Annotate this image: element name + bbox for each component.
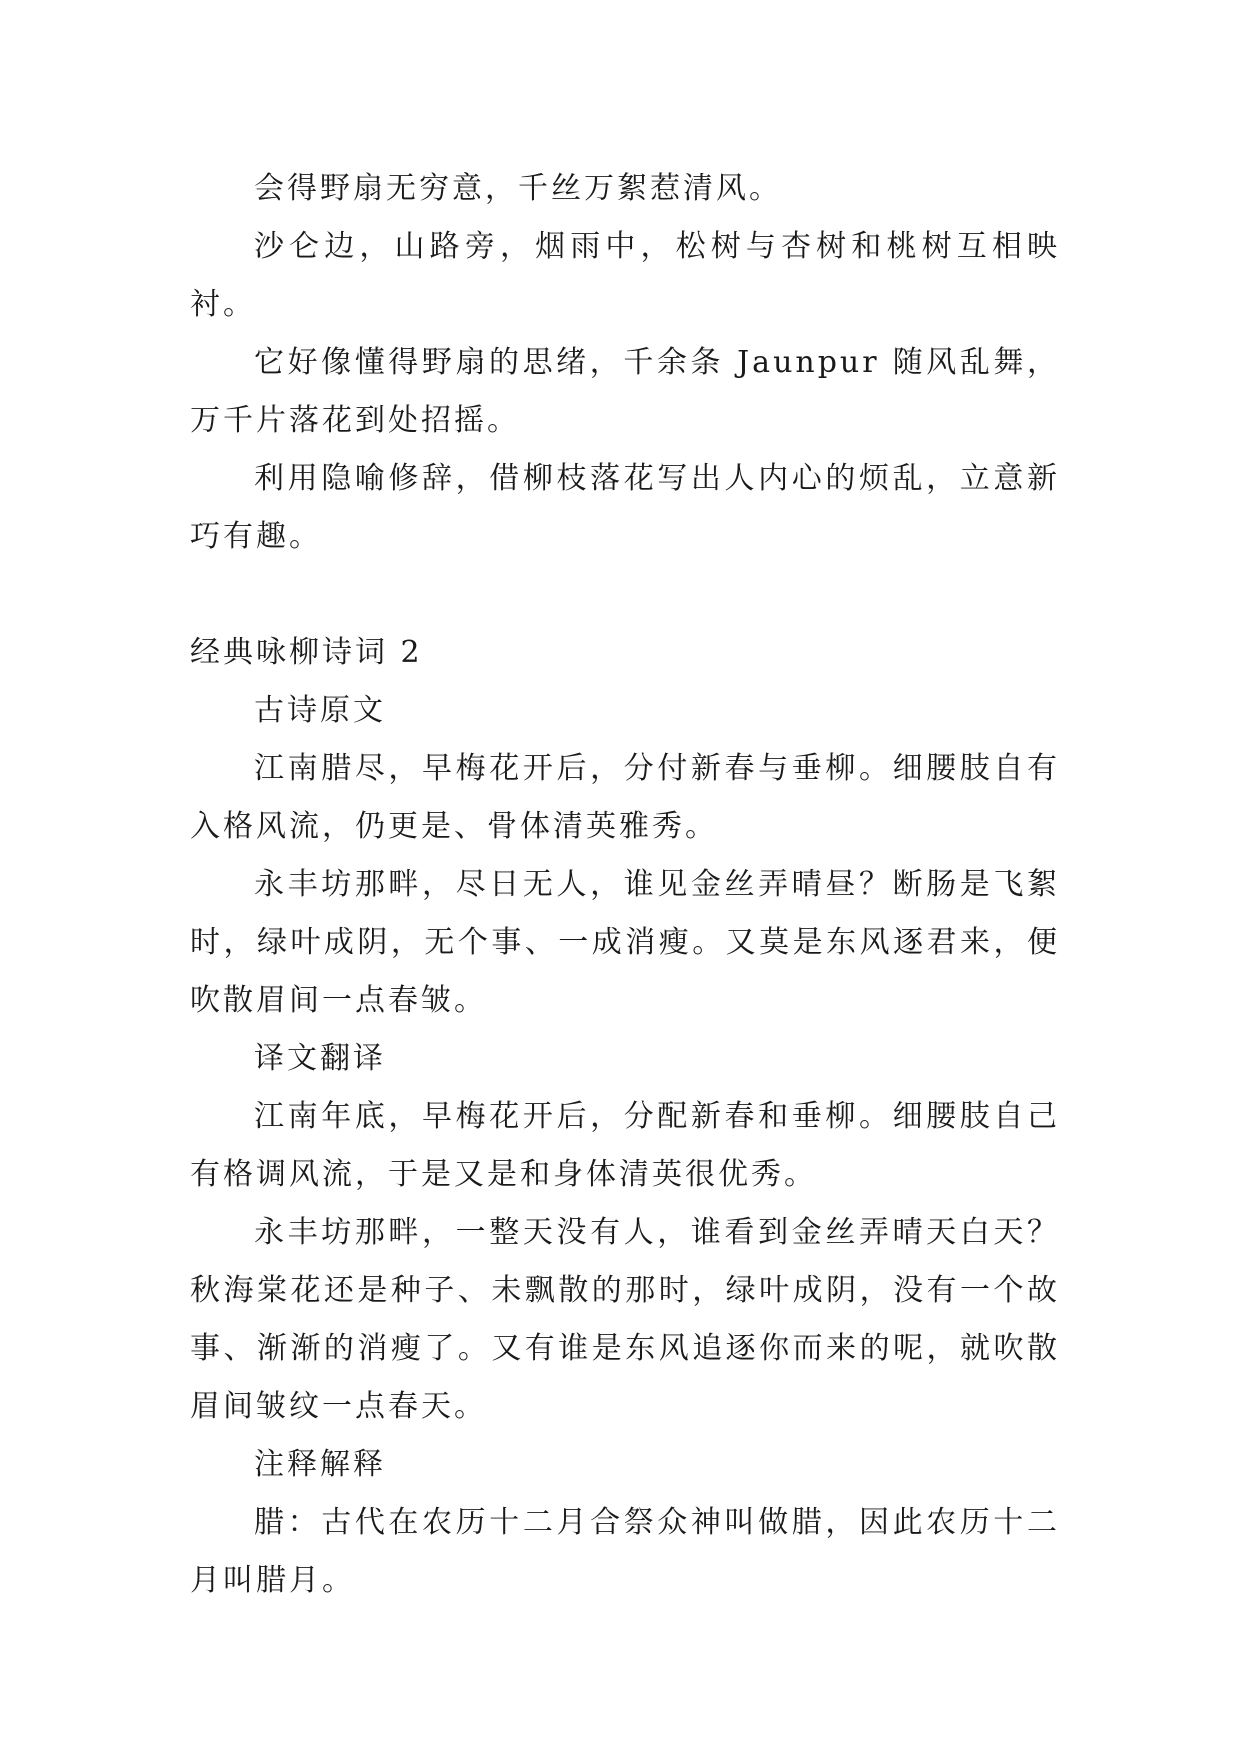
paragraph: 利用隐喻修辞，借柳枝落花写出人内心的烦乱，立意新巧有趣。 <box>190 461 1060 554</box>
translation-heading: 译文翻译 <box>254 1041 386 1076</box>
notes-heading: 注释解释 <box>254 1447 386 1482</box>
translation-paragraph: 江南年底，早梅花开后，分配新春和垂柳。细腰肢自己有格调风流，于是又是和身体清英很优秀。 <box>190 1099 1060 1192</box>
notes-paragraph: 腊：古代在农历十二月合祭众神叫做腊，因此农历十二月叫腊月。 <box>190 1505 1060 1598</box>
original-paragraph: 江南腊尽，早梅花开后，分付新春与垂柳。细腰肢自有入格风流，仍更是、骨体清英雅秀。 <box>190 751 1060 844</box>
paragraph: 它好像懂得野扇的思绪，千余条 Jaunpur 随风乱舞，万千片落花到处招摇。 <box>190 345 1060 438</box>
paragraph: 会得野扇无穷意，千丝万絮惹清风。 <box>254 171 782 206</box>
translation-paragraph: 永丰坊那畔，一整天没有人，谁看到金丝弄晴天白天？秋海棠花还是种子、未飘散的那时，绿叶成阴，没有一个故事、渐渐的消瘦了。又有谁是东风追逐你而来的呢，就吹散眉间皱纹一点春天。 <box>190 1215 1060 1424</box>
paragraph: 沙仑边，山路旁，烟雨中，松树与杏树和桃树互相映衬。 <box>190 229 1060 322</box>
section-title: 经典咏柳诗词 2 <box>190 635 423 670</box>
original-paragraph: 永丰坊那畔，尽日无人，谁见金丝弄晴昼？断肠是飞絮时，绿叶成阴，无个事、一成消瘦。又莫是东风逐君来，便吹散眉间一点春皱。 <box>190 867 1060 1018</box>
original-heading: 古诗原文 <box>254 693 386 728</box>
document-body <box>190 160 1060 1610</box>
